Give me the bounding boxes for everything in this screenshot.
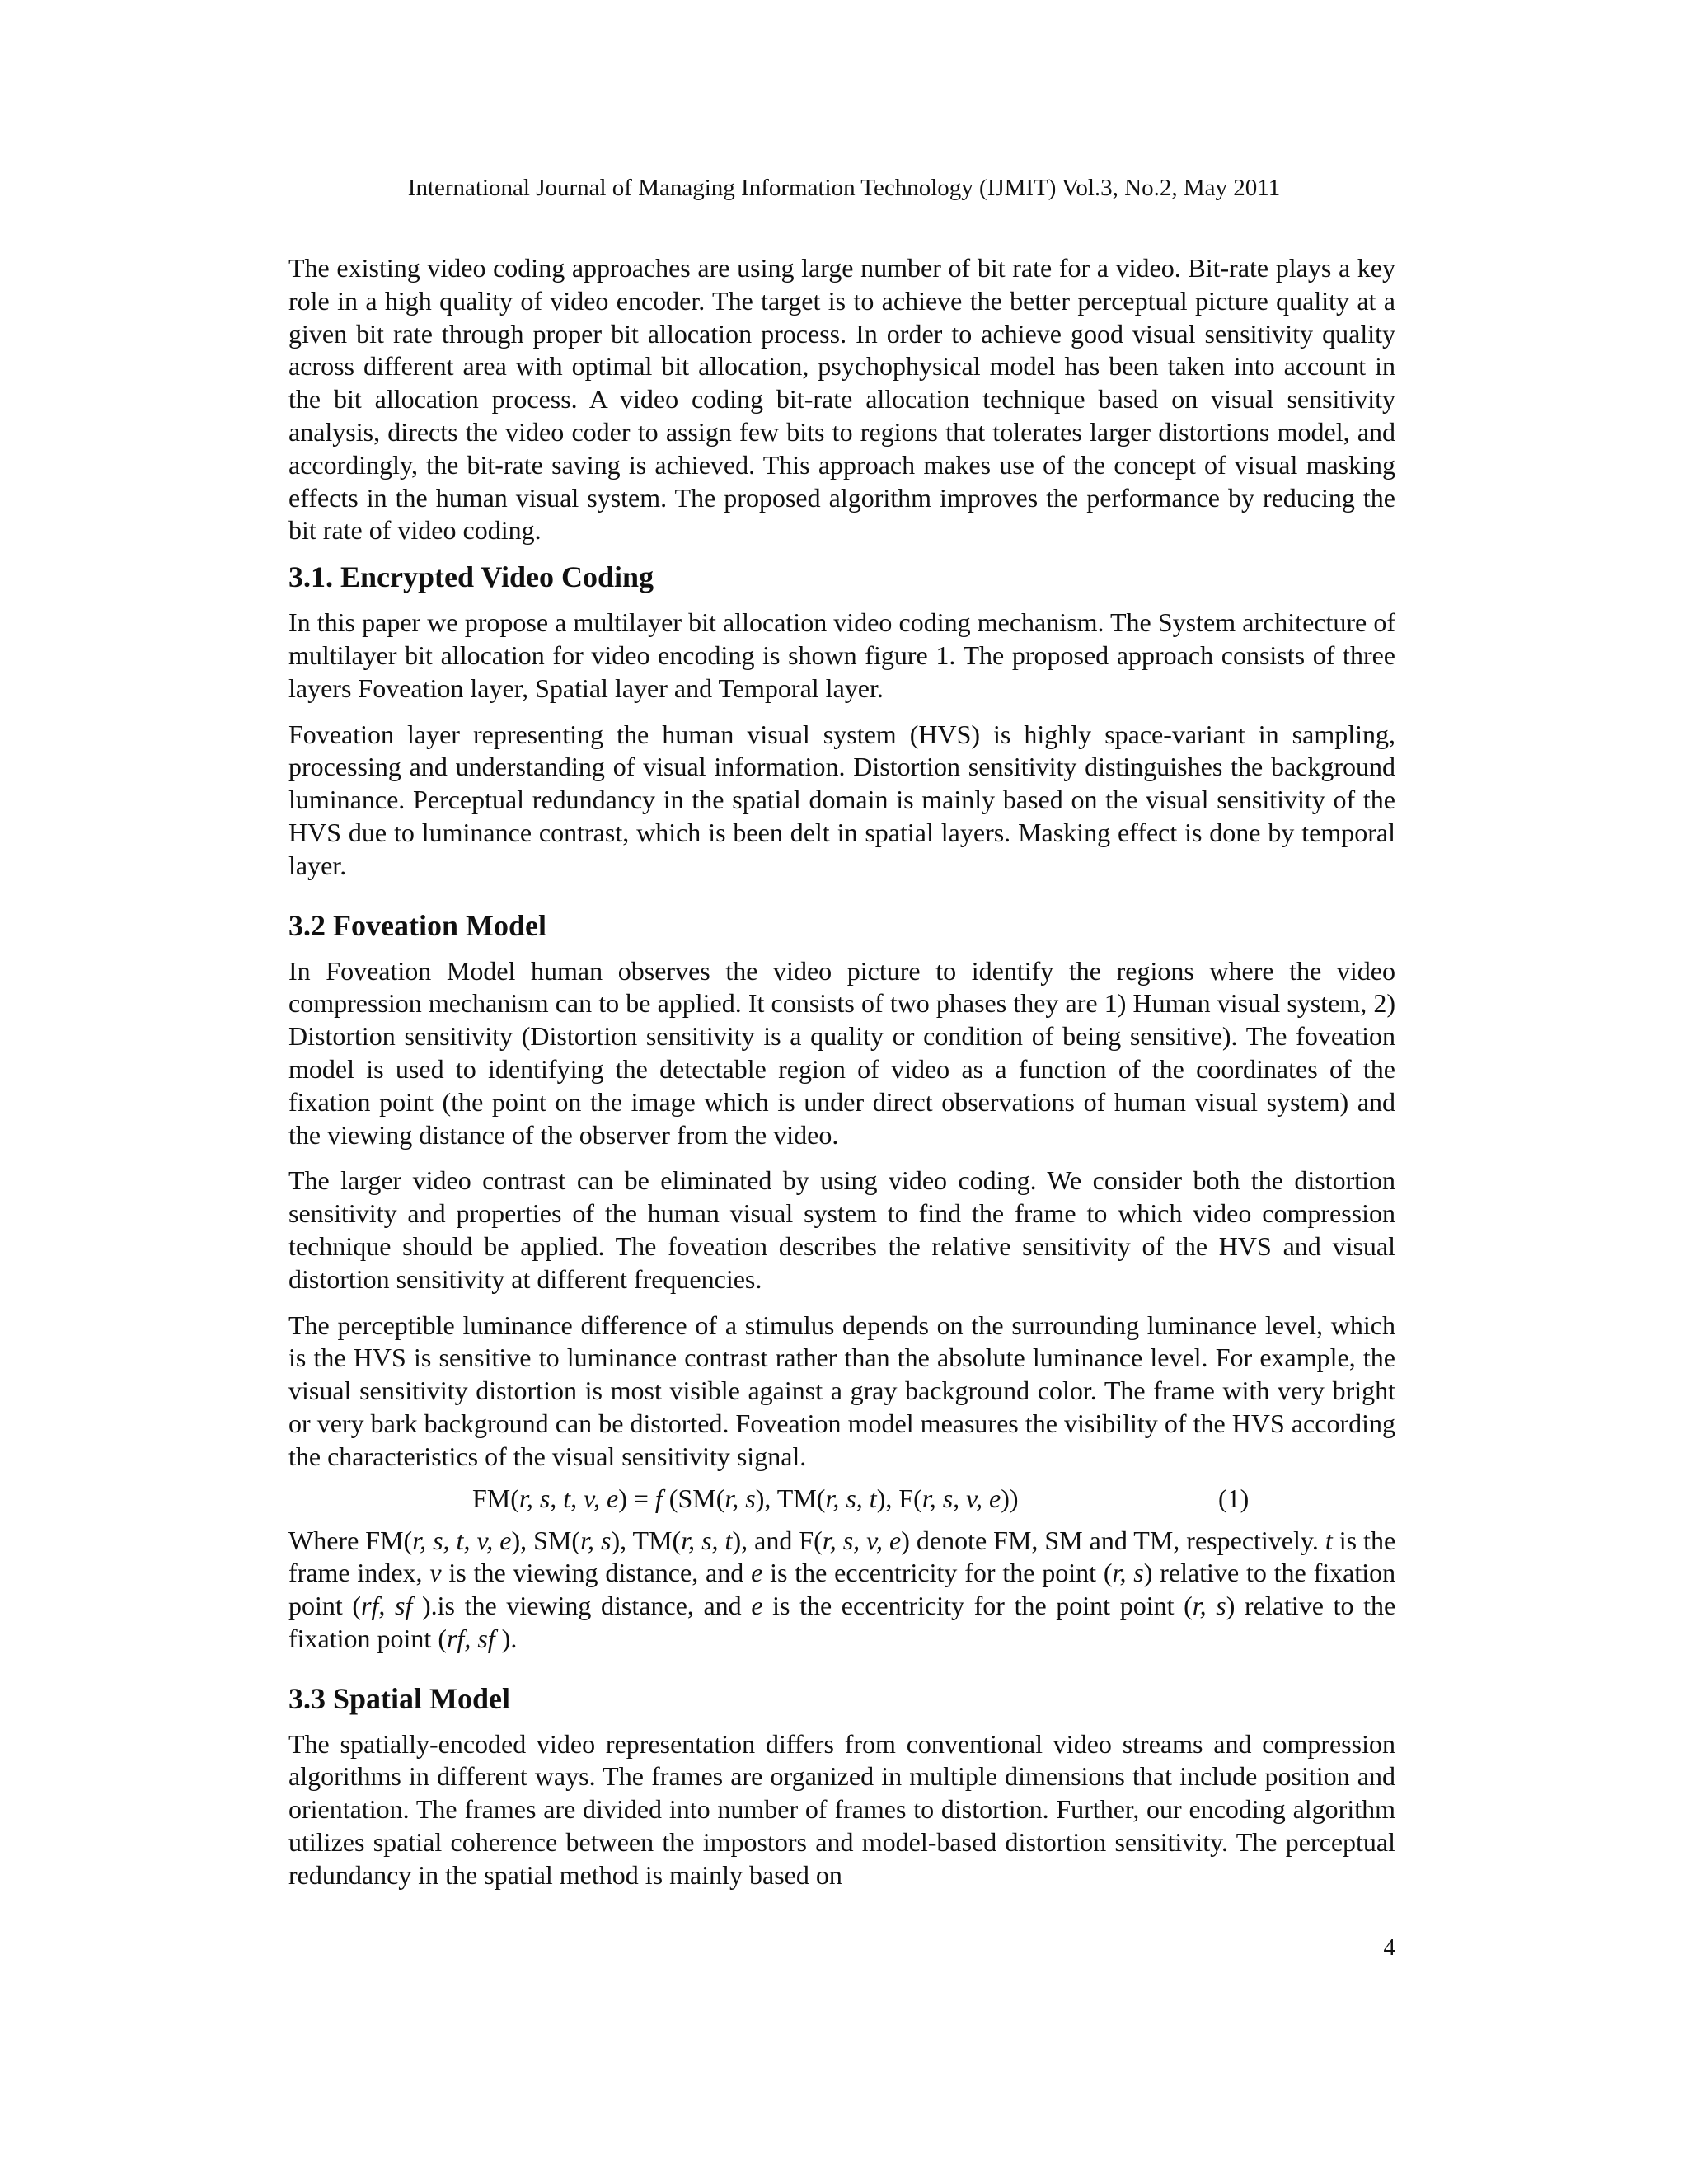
page-body [288,252,1395,1892]
running-header: International Journal of Managing Information Technology (IJMIT) Vol.3, No.2, May 2011 [407,175,1281,201]
section-3-1-heading: 3.1. Encrypted Video Coding [288,560,654,594]
equation-1 [288,1480,1395,1516]
section-3-3-heading: 3.3 Spatial Model [288,1681,511,1715]
equation-number: (1) [1218,1483,1250,1513]
section-3-3-paragraph-1: The spatially-encoded video representation differs from conventional video streams and compression algorithms in different ways. The frames are organized in multiple dimensions that include position and orientation. The frames are divided into number of frames to distortion. Further, our encoding algorithm utilizes spatial coherence between the impostors and model-based distortion sensitivity. The perceptual redundancy in the spatial method is mainly based on [288,1728,1395,1890]
section-3-1-paragraph-2: Foveation layer representing the human visual system (HVS) is highly space-variant in sampling, processing and understanding of visual information. Distortion sensitivity distinguishes the background luminance. Perceptual redundancy in the spatial domain is mainly based on the visual sensitivity of the HVS due to luminance contrast, which is been delt in spatial layers. Masking effect is done by temporal layer. [288,719,1395,880]
equation-where-paragraph: Where FM(r, s, t, v, e), SM(r, s), TM(r, s, t), and F(r, s, v, e) denote FM, SM and TM, respectively. t is the frame index, v is the viewing distance, and e is the eccentricity for the point (r, s) relative to the fixation point (rf, sf ).is the viewing distance, and e is the eccentricity for the point point (r, s) relative to the fixation point (rf, sf ). [288,1525,1396,1653]
section-3-2-paragraph-2: The larger video contrast can be eliminated by using video coding. We consider both the distortion sensitivity and properties of the human visual system to find the frame to which video compression technique should be applied. The foveation describes the relative sensitivity of the HVS and visual distortion sensitivity at different frequencies. [288,1165,1395,1294]
section-3-2-heading: 3.2 Foveation Model [288,908,546,942]
section-3-1-paragraph-1: In this paper we propose a multilayer bit allocation video coding mechanism. The System architecture of multilayer bit allocation for video encoding is shown figure 1. The proposed approach consists of three layers Foveation layer, Spatial layer and Temporal layer. [288,607,1395,703]
equation-body: FM(r, s, t, v, e) = f (SM(r, s), TM(r, s, t), F(r, s, v, e)) [472,1483,1019,1513]
section-3-2-paragraph-1: In Foveation Model human observes the video picture to identify the regions where the video compression mechanism can to be applied. It consists of two phases they are 1) Human visual system, 2) Distortion sensitivity (Distortion sensitivity is a quality or condition of being sensitive). The foveation model is used to identifying the detectable region of video as a function of the coordinates of the fixation point (the point on the image which is under direct observations of human visual system) and the viewing distance of the observer from the video. [288,955,1395,1150]
intro-paragraph: The existing video coding approaches are using large number of bit rate for a video. Bit-rate plays a key role in a high quality of video encoder. The target is to achieve the better perceptual picture quality at a given bit rate through proper bit allocation process. In order to achieve good visual sensitivity quality across different area with optimal bit allocation, psychophysical model has been taken into account in the bit allocation process. A video coding bit-rate allocation technique based on visual sensitivity analysis, directs the video coder to assign few bits to regions that tolerates larger distortions model, and accordingly, the bit-rate saving is achieved. This approach makes use of the concept of visual masking effects in the human visual system. The proposed algorithm improves the performance by reducing the bit rate of video coding. [288,253,1395,546]
section-3-2-paragraph-3: The perceptible luminance difference of a stimulus depends on the surrounding luminance level, which is the HVS is sensitive to luminance contrast rather than the absolute luminance level. For example, the visual sensitivity distortion is most visible against a gray background color. The frame with very bright or very bark background can be distorted. Foveation model measures the visibility of the HVS according the characteristics of the visual sensitivity signal. [288,1310,1395,1471]
page-number: 4 [1383,1934,1395,1961]
